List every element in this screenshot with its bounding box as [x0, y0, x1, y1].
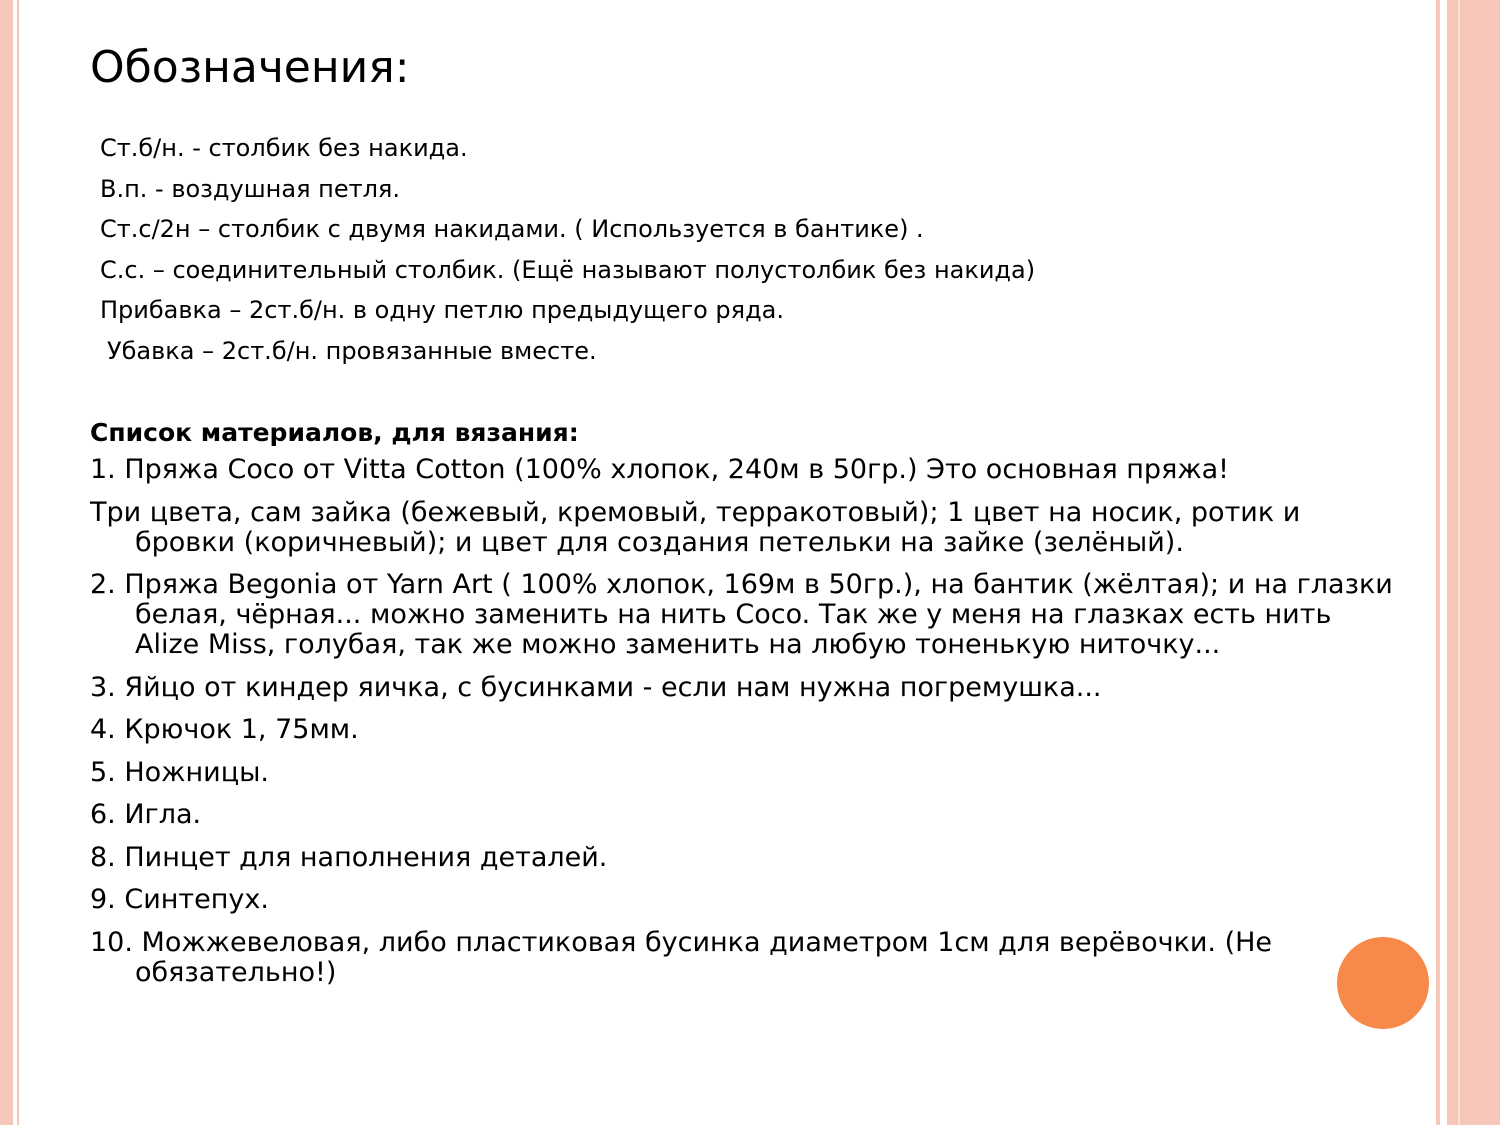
legend-item: В.п. - воздушная петля. [100, 174, 400, 203]
left-border-band [0, 0, 13, 1125]
materials-item: 10. Можжевеловая, либо пластиковая бусинка диаметром 1см для верёвочки. (Не обязательно!) [90, 926, 1273, 988]
materials-item: 3. Яйцо от киндер яичка, с бусинками - если нам нужна погремушка... [90, 671, 1102, 703]
legend-list [100, 128, 1035, 371]
right-border-highlight [1458, 0, 1460, 1125]
legend-item: С.с. – соединительный столбик. (Ещё называют полустолбик без накида) [100, 255, 1036, 284]
materials-heading: Список материалов, для вязания: [90, 418, 579, 447]
materials-item: 6. Игла. [90, 799, 202, 830]
legend-item: Прибавка – 2ст.б/н. в одну петлю предыдущего ряда. [100, 296, 785, 324]
materials-item: Три цвета, сам зайка (бежевый, кремовый, терракотовый); 1 цвет на носик, ротик и бровки (коричневый); и цвет для создания петельки на зайке (зелёный). [90, 496, 1301, 558]
legend-item: Ст.б/н. - столбик без накида. [100, 134, 468, 162]
left-border-line [17, 0, 19, 1125]
materials-item: 4. Крючок 1, 75мм. [90, 714, 359, 745]
decorative-circle [1337, 937, 1429, 1029]
right-border-line [1436, 0, 1440, 1125]
materials-item: 2. Пряжа Begonia от Yarn Art ( 100% хлопок, 169м в 50гр.), на бантик (жёлтая); и на глазки белая, чёрная... можно заменить на нить Coco. Так же у меня на глазках есть нить Alize Miss, голубая, так же можно заменить на любую тоненькую ниточку... [90, 569, 1393, 660]
legend-item: Убавка – 2ст.б/н. провязанные вместе. [107, 336, 597, 365]
slide-title: Обозначения: [90, 42, 410, 93]
materials-item: 9. Синтепух. [90, 884, 269, 915]
right-border-band [1447, 0, 1500, 1125]
materials-item: 1. Пряжа Coco от Vitta Cotton (100% хлопок, 240м в 50гр.) Это основная пряжа! [90, 454, 1230, 485]
legend-item: Ст.с/2н – столбик с двумя накидами. ( Используется в бантике) . [100, 215, 924, 243]
materials-item: 8. Пинцет для наполнения деталей. [90, 841, 608, 873]
materials-list [90, 455, 1400, 1000]
materials-item: 5. Ножницы. [90, 756, 269, 788]
